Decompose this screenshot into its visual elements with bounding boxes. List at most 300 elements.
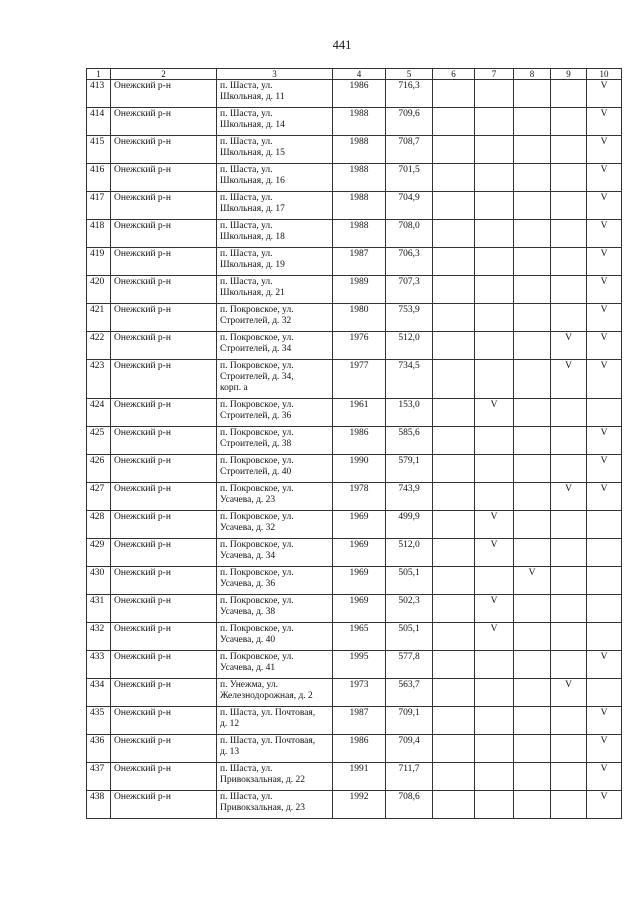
row-number-cell: 422 [87, 332, 111, 360]
address-cell [217, 399, 333, 427]
mark-cell-9 [551, 108, 587, 136]
mark-cell-9 [551, 304, 587, 332]
address-cell [217, 304, 333, 332]
column-header-5: 5 [386, 69, 433, 80]
year-cell: 1991 [333, 763, 386, 791]
district-cell: Онежский р-н [111, 595, 217, 623]
area-cell: 502,3 [386, 595, 433, 623]
mark-cell-8 [514, 136, 551, 164]
year-cell: 1986 [333, 427, 386, 455]
table-body [87, 80, 622, 819]
row-number-cell: 429 [87, 539, 111, 567]
table-row [87, 192, 622, 220]
table-header [87, 69, 622, 80]
mark-cell-10: V [587, 360, 622, 399]
mark-cell-6 [433, 276, 475, 304]
mark-cell-6 [433, 679, 475, 707]
row-number-cell: 431 [87, 595, 111, 623]
mark-cell-10: V [587, 763, 622, 791]
district-cell: Онежский р-н [111, 791, 217, 819]
address-line: п. Покровское, ул. [220, 305, 294, 315]
mark-cell-6 [433, 427, 475, 455]
mark-cell-9 [551, 595, 587, 623]
mark-cell-9 [551, 164, 587, 192]
row-number-cell: 421 [87, 304, 111, 332]
table-row [87, 623, 622, 651]
address-cell [217, 567, 333, 595]
address-cell [217, 164, 333, 192]
year-cell: 1969 [333, 539, 386, 567]
district-cell: Онежский р-н [111, 651, 217, 679]
mark-cell-10: V [587, 651, 622, 679]
address-line: п. Покровское, ул. [220, 456, 294, 466]
mark-cell-8 [514, 220, 551, 248]
mark-cell-10 [587, 399, 622, 427]
address-line: Школьная, д. 16 [220, 176, 285, 186]
row-number-cell: 426 [87, 455, 111, 483]
mark-cell-6 [433, 511, 475, 539]
address-line: п. Покровское, ул. [220, 652, 294, 662]
district-cell: Онежский р-н [111, 360, 217, 399]
table-row [87, 80, 622, 108]
district-cell: Онежский р-н [111, 679, 217, 707]
address-line: Усачева, д. 23 [220, 495, 276, 505]
row-number-cell: 419 [87, 248, 111, 276]
mark-cell-7 [475, 567, 514, 595]
year-cell: 1986 [333, 735, 386, 763]
housing-registry-table [86, 68, 622, 819]
address-line: п. Покровское, ул. [220, 540, 294, 550]
address-line: Усачева, д. 38 [220, 607, 276, 617]
address-line: п. Шаста, ул. [220, 109, 273, 119]
year-cell: 1978 [333, 483, 386, 511]
mark-cell-8 [514, 791, 551, 819]
mark-cell-9 [551, 136, 587, 164]
district-cell: Онежский р-н [111, 455, 217, 483]
table-row [87, 108, 622, 136]
mark-cell-10: V [587, 136, 622, 164]
address-line: п. Шаста, ул. [220, 165, 273, 175]
address-line: Усачева, д. 40 [220, 635, 276, 645]
address-line: п. Шаста, ул. [220, 137, 273, 147]
table-row [87, 304, 622, 332]
mark-cell-9 [551, 220, 587, 248]
mark-cell-9 [551, 455, 587, 483]
area-cell: 753,9 [386, 304, 433, 332]
address-cell [217, 108, 333, 136]
table-row [87, 276, 622, 304]
mark-cell-9: V [551, 360, 587, 399]
mark-cell-6 [433, 539, 475, 567]
address-cell [217, 539, 333, 567]
address-line: п. Шаста, ул. Почтовая, [220, 736, 316, 746]
row-number-cell: 434 [87, 679, 111, 707]
mark-cell-9 [551, 80, 587, 108]
district-cell: Онежский р-н [111, 332, 217, 360]
mark-cell-6 [433, 248, 475, 276]
mark-cell-9 [551, 511, 587, 539]
mark-cell-10 [587, 511, 622, 539]
mark-cell-7 [475, 483, 514, 511]
address-line: п. Покровское, ул. [220, 400, 294, 410]
table-row [87, 567, 622, 595]
year-cell: 1995 [333, 651, 386, 679]
table-row [87, 539, 622, 567]
address-cell [217, 707, 333, 735]
address-cell [217, 220, 333, 248]
row-number-cell: 423 [87, 360, 111, 399]
mark-cell-7 [475, 276, 514, 304]
address-cell [217, 332, 333, 360]
mark-cell-9 [551, 707, 587, 735]
area-cell: 499,9 [386, 511, 433, 539]
mark-cell-10: V [587, 164, 622, 192]
address-cell [217, 623, 333, 651]
area-cell: 701,5 [386, 164, 433, 192]
address-line: д. 13 [220, 747, 240, 757]
column-header-9: 9 [551, 69, 587, 80]
table-row [87, 511, 622, 539]
mark-cell-10 [587, 679, 622, 707]
address-line: Строителей, д. 32 [220, 316, 292, 326]
year-cell: 1992 [333, 791, 386, 819]
year-cell: 1988 [333, 164, 386, 192]
mark-cell-7: V [475, 399, 514, 427]
address-line: п. Шаста, ул. [220, 221, 273, 231]
mark-cell-8 [514, 276, 551, 304]
district-cell: Онежский р-н [111, 192, 217, 220]
year-cell: 1973 [333, 679, 386, 707]
address-line: п. Унежма, ул. [220, 680, 278, 690]
mark-cell-7 [475, 248, 514, 276]
mark-cell-7 [475, 427, 514, 455]
row-number-cell: 433 [87, 651, 111, 679]
row-number-cell: 414 [87, 108, 111, 136]
table-row [87, 164, 622, 192]
mark-cell-10: V [587, 791, 622, 819]
address-line: Привокзальная, д. 22 [220, 775, 305, 785]
address-cell [217, 427, 333, 455]
row-number-cell: 437 [87, 763, 111, 791]
area-cell: 716,3 [386, 80, 433, 108]
mark-cell-7: V [475, 595, 514, 623]
address-cell [217, 80, 333, 108]
table-row [87, 248, 622, 276]
table-row [87, 220, 622, 248]
column-header-3: 3 [217, 69, 333, 80]
mark-cell-7 [475, 735, 514, 763]
mark-cell-7 [475, 455, 514, 483]
address-line: Школьная, д. 18 [220, 232, 285, 242]
table-row [87, 651, 622, 679]
mark-cell-6 [433, 595, 475, 623]
mark-cell-6 [433, 164, 475, 192]
address-line: п. Покровское, ул. [220, 624, 294, 634]
address-line: п. Шаста, ул. [220, 792, 273, 802]
mark-cell-8 [514, 511, 551, 539]
address-line: п. Шаста, ул. [220, 277, 273, 287]
address-line: Строителей, д. 34 [220, 344, 292, 354]
mark-cell-7 [475, 763, 514, 791]
mark-cell-9 [551, 276, 587, 304]
mark-cell-7 [475, 651, 514, 679]
mark-cell-6 [433, 651, 475, 679]
mark-cell-7 [475, 707, 514, 735]
mark-cell-10: V [587, 427, 622, 455]
address-line: п. Покровское, ул. [220, 361, 294, 371]
area-cell: 708,7 [386, 136, 433, 164]
district-cell: Онежский р-н [111, 108, 217, 136]
mark-cell-8 [514, 595, 551, 623]
address-line: Усачева, д. 32 [220, 523, 276, 533]
mark-cell-8 [514, 192, 551, 220]
table-row [87, 455, 622, 483]
row-number-cell: 415 [87, 136, 111, 164]
area-cell: 709,6 [386, 108, 433, 136]
row-number-cell: 424 [87, 399, 111, 427]
mark-cell-8 [514, 332, 551, 360]
address-cell [217, 455, 333, 483]
mark-cell-9 [551, 567, 587, 595]
mark-cell-7 [475, 791, 514, 819]
district-cell: Онежский р-н [111, 304, 217, 332]
mark-cell-6 [433, 623, 475, 651]
row-number-cell: 428 [87, 511, 111, 539]
address-line: Школьная, д. 14 [220, 120, 285, 130]
area-cell: 579,1 [386, 455, 433, 483]
mark-cell-10: V [587, 220, 622, 248]
mark-cell-8 [514, 427, 551, 455]
address-line: п. Покровское, ул. [220, 484, 294, 494]
mark-cell-8: V [514, 567, 551, 595]
mark-cell-8 [514, 679, 551, 707]
area-cell: 734,5 [386, 360, 433, 399]
mark-cell-8 [514, 80, 551, 108]
district-cell: Онежский р-н [111, 735, 217, 763]
year-cell: 1987 [333, 707, 386, 735]
mark-cell-10: V [587, 707, 622, 735]
mark-cell-10 [587, 595, 622, 623]
address-line: Привокзальная, д. 23 [220, 803, 305, 813]
address-line: Школьная, д. 21 [220, 288, 285, 298]
area-cell: 709,4 [386, 735, 433, 763]
mark-cell-6 [433, 483, 475, 511]
year-cell: 1976 [333, 332, 386, 360]
year-cell: 1988 [333, 136, 386, 164]
area-cell: 512,0 [386, 539, 433, 567]
mark-cell-9: V [551, 679, 587, 707]
mark-cell-8 [514, 360, 551, 399]
row-number-cell: 425 [87, 427, 111, 455]
year-cell: 1969 [333, 567, 386, 595]
mark-cell-8 [514, 763, 551, 791]
table-row [87, 763, 622, 791]
row-number-cell: 413 [87, 80, 111, 108]
address-cell [217, 360, 333, 399]
mark-cell-10 [587, 623, 622, 651]
mark-cell-7 [475, 220, 514, 248]
mark-cell-8 [514, 304, 551, 332]
row-number-cell: 432 [87, 623, 111, 651]
district-cell: Онежский р-н [111, 707, 217, 735]
mark-cell-9 [551, 399, 587, 427]
address-cell [217, 276, 333, 304]
address-line: п. Покровское, ул. [220, 568, 294, 578]
year-cell: 1986 [333, 80, 386, 108]
mark-cell-10: V [587, 332, 622, 360]
table-row [87, 427, 622, 455]
district-cell: Онежский р-н [111, 136, 217, 164]
address-line: Усачева, д. 34 [220, 551, 276, 561]
district-cell: Онежский р-н [111, 276, 217, 304]
district-cell: Онежский р-н [111, 539, 217, 567]
column-header-7: 7 [475, 69, 514, 80]
address-line: Школьная, д. 15 [220, 148, 285, 158]
row-number-cell: 436 [87, 735, 111, 763]
address-cell [217, 735, 333, 763]
address-line: п. Покровское, ул. [220, 596, 294, 606]
address-cell [217, 483, 333, 511]
mark-cell-10 [587, 539, 622, 567]
district-cell: Онежский р-н [111, 483, 217, 511]
mark-cell-6 [433, 80, 475, 108]
column-header-10: 10 [587, 69, 622, 80]
address-cell [217, 136, 333, 164]
mark-cell-10: V [587, 108, 622, 136]
mark-cell-6 [433, 332, 475, 360]
area-cell: 505,1 [386, 567, 433, 595]
mark-cell-8 [514, 735, 551, 763]
district-cell: Онежский р-н [111, 427, 217, 455]
year-cell: 1987 [333, 248, 386, 276]
area-cell: 743,9 [386, 483, 433, 511]
district-cell: Онежский р-н [111, 763, 217, 791]
address-line: Усачева, д. 36 [220, 579, 276, 589]
area-cell: 153,0 [386, 399, 433, 427]
address-cell [217, 679, 333, 707]
mark-cell-8 [514, 651, 551, 679]
mark-cell-8 [514, 248, 551, 276]
mark-cell-10: V [587, 735, 622, 763]
mark-cell-9 [551, 539, 587, 567]
row-number-cell: 417 [87, 192, 111, 220]
area-cell: 585,6 [386, 427, 433, 455]
mark-cell-7 [475, 360, 514, 399]
area-cell: 709,1 [386, 707, 433, 735]
mark-cell-10: V [587, 80, 622, 108]
mark-cell-10: V [587, 304, 622, 332]
address-cell [217, 763, 333, 791]
column-header-6: 6 [433, 69, 475, 80]
year-cell: 1977 [333, 360, 386, 399]
district-cell: Онежский р-н [111, 399, 217, 427]
row-number-cell: 438 [87, 791, 111, 819]
address-line: п. Покровское, ул. [220, 428, 294, 438]
mark-cell-10: V [587, 192, 622, 220]
column-header-8: 8 [514, 69, 551, 80]
address-line: Строителей, д. 40 [220, 467, 292, 477]
mark-cell-6 [433, 707, 475, 735]
table-row [87, 360, 622, 399]
year-cell: 1988 [333, 220, 386, 248]
mark-cell-10: V [587, 248, 622, 276]
mark-cell-9 [551, 427, 587, 455]
mark-cell-9 [551, 623, 587, 651]
mark-cell-9: V [551, 483, 587, 511]
mark-cell-9 [551, 192, 587, 220]
row-number-cell: 435 [87, 707, 111, 735]
row-number-cell: 427 [87, 483, 111, 511]
table-row [87, 595, 622, 623]
address-line: Строителей, д. 38 [220, 439, 292, 449]
address-cell [217, 651, 333, 679]
area-cell: 512,0 [386, 332, 433, 360]
address-line: Строителей, д. 34, [220, 372, 294, 382]
address-line: Усачева, д. 41 [220, 663, 276, 673]
year-cell: 1965 [333, 623, 386, 651]
mark-cell-6 [433, 567, 475, 595]
mark-cell-6 [433, 360, 475, 399]
mark-cell-7 [475, 304, 514, 332]
address-line: п. Шаста, ул. Почтовая, [220, 708, 316, 718]
address-line: Строителей, д. 36 [220, 411, 292, 421]
mark-cell-8 [514, 108, 551, 136]
mark-cell-8 [514, 164, 551, 192]
mark-cell-7: V [475, 623, 514, 651]
year-cell: 1969 [333, 595, 386, 623]
header-row [87, 69, 622, 80]
table-row [87, 483, 622, 511]
mark-cell-9 [551, 651, 587, 679]
mark-cell-9 [551, 735, 587, 763]
year-cell: 1980 [333, 304, 386, 332]
mark-cell-6 [433, 192, 475, 220]
address-line: п. Шаста, ул. [220, 764, 273, 774]
address-cell [217, 192, 333, 220]
address-line: п. Покровское, ул. [220, 333, 294, 343]
row-number-cell: 416 [87, 164, 111, 192]
mark-cell-8 [514, 455, 551, 483]
column-header-1: 1 [87, 69, 111, 80]
table-row [87, 679, 622, 707]
mark-cell-8 [514, 399, 551, 427]
mark-cell-6 [433, 455, 475, 483]
mark-cell-7 [475, 136, 514, 164]
address-line: Школьная, д. 11 [220, 92, 285, 102]
mark-cell-7 [475, 108, 514, 136]
mark-cell-9: V [551, 332, 587, 360]
area-cell: 707,3 [386, 276, 433, 304]
mark-cell-7: V [475, 539, 514, 567]
mark-cell-9 [551, 248, 587, 276]
mark-cell-7 [475, 80, 514, 108]
address-line: Школьная, д. 19 [220, 260, 285, 270]
address-cell [217, 791, 333, 819]
address-cell [217, 595, 333, 623]
mark-cell-6 [433, 136, 475, 164]
address-line: Железнодорожная, д. 2 [220, 691, 313, 701]
mark-cell-6 [433, 220, 475, 248]
area-cell: 708,6 [386, 791, 433, 819]
mark-cell-6 [433, 399, 475, 427]
address-line: Школьная, д. 17 [220, 204, 285, 214]
column-header-2: 2 [111, 69, 217, 80]
row-number-cell: 420 [87, 276, 111, 304]
mark-cell-10: V [587, 483, 622, 511]
table-row [87, 332, 622, 360]
area-cell: 577,8 [386, 651, 433, 679]
row-number-cell: 418 [87, 220, 111, 248]
